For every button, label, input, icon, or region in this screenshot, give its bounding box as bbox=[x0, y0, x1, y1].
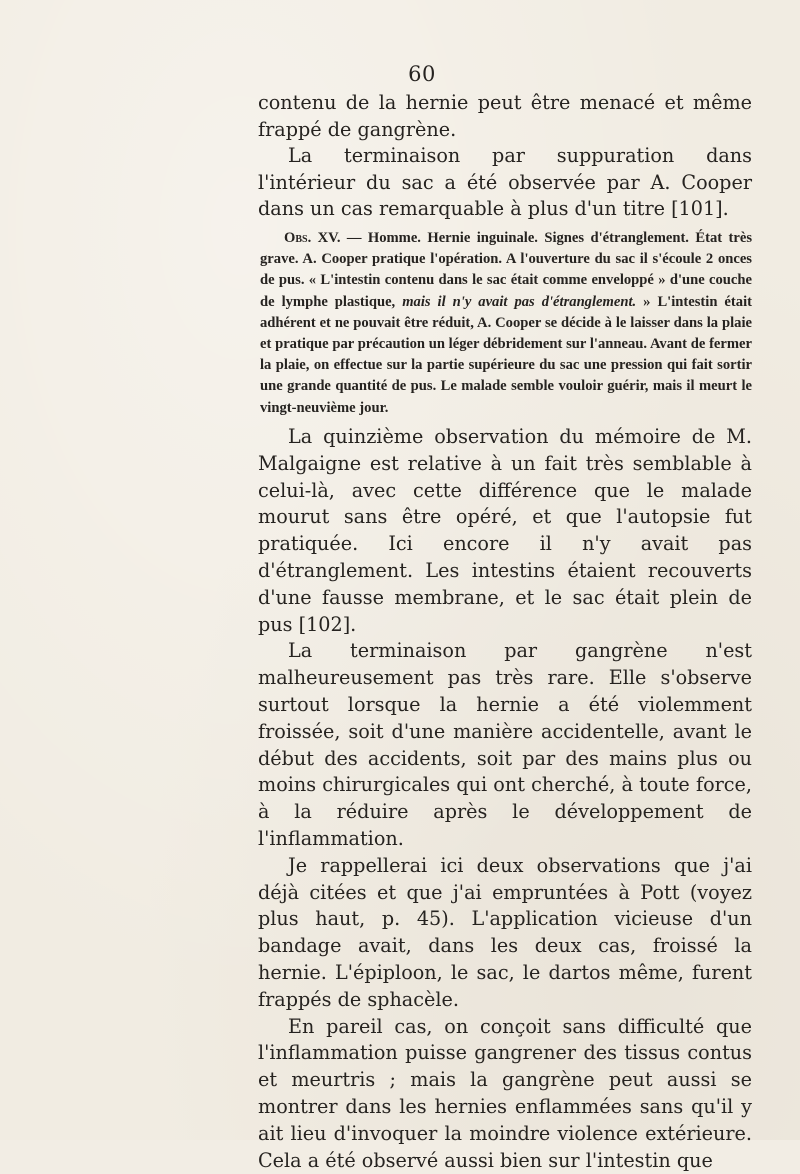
observation-italic: mais il n'y avait pas d'étranglement. bbox=[402, 293, 637, 310]
observation-text-1: — Homme. Hernie inguinale. Signes d'étranglement. État très grave. A. Cooper pratique l'opération. A l'ouverture du sac il s'écoule 2 onces de pus. « L'intestin contenu dans le sac était comme enveloppé » d'une couche de lymphe plastique, bbox=[260, 230, 752, 310]
paragraph-malgaigne: La quinzième observation du mémoire de M. Malgaigne est relative à un fait très semblable à celui-là, avec cette différence que le malade mourut sans être opéré, et que l'autopsie fut pratiquée. Ici encore il n'y avait pas d'étranglement. Les intestins étaient recouverts d'une fausse membrane, et le sac était plein de pus [102]. bbox=[258, 425, 752, 636]
paragraph-inflammation: En pareil cas, on conçoit sans difficulté que l'inflammation puisse gangrener des tissus contus et meurtris ; mais la gangrène peut aussi se montrer dans les hernies enflammées sans qu'il y ait lieu d'invoquer la moindre violence extérieure. Cela a été observé aussi bien sur l'intestin que bbox=[258, 1014, 752, 1172]
observation-label: Obs. XV. bbox=[284, 230, 341, 246]
main-text bbox=[258, 424, 752, 1174]
suppuration-paragraph: La terminaison par suppuration dans l'intérieur du sac a été observée par A. Cooper dans un cas remarquable à plus d'un titre [101]. bbox=[258, 144, 752, 220]
paragraph-pott: Je rappellerai ici deux observations que j'ai déjà citées et que j'ai empruntées à Pott (voyez plus haut, p. 45). L'application vicieuse d'un bandage avait, dans les deux cas, froissé la hernie. L'épiploon, le sac, le dartos même, furent frappés de sphacèle. bbox=[258, 853, 752, 1011]
observation-text-2: » L'intestin était adhérent et ne pouvait être réduit, A. Cooper se décide à le laisser dans la plaie et pratique par précaution un léger débridement sur l'anneau. Avant de fermer la plaie, on effectue sur la partie supérieure du sac une pression qui fait sortir une grande quantité de pus. Le malade semble vouloir guérir, mais il meurt le vingt-neuvième jour. bbox=[260, 293, 752, 416]
paragraph-gangrene: La terminaison par gangrène n'est malheureusement pas très rare. Elle s'observe surtout lorsque la hernie a été violemment froissée, soit d'une manière accidentelle, avant le début des accidents, soit par des mains plus ou moins chirurgicales qui ont cherché, à toute force, à la réduire après le développement de l'inflammation. bbox=[258, 639, 752, 850]
continuation-paragraph: contenu de la hernie peut être menacé et même frappé de gangrène. bbox=[258, 91, 752, 141]
page-number: 60 bbox=[408, 62, 436, 86]
observation-xv bbox=[260, 228, 752, 419]
